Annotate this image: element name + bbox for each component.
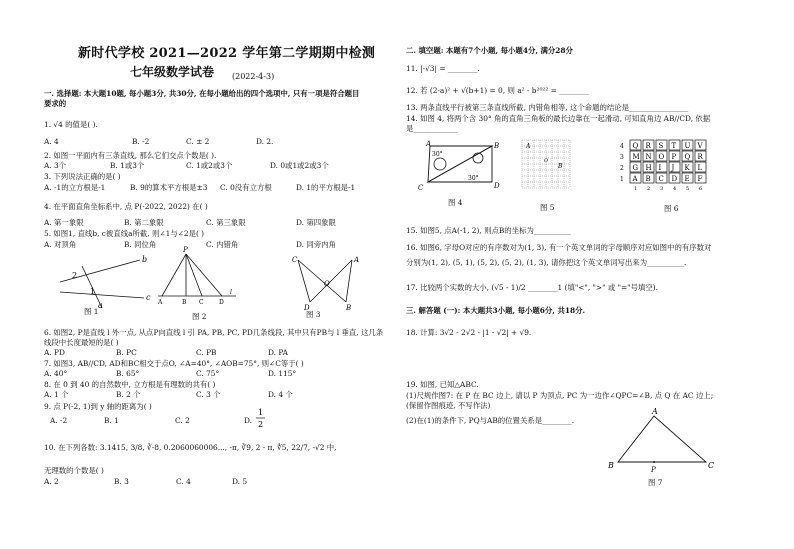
q10-stem: 10. 在下列各数: 3.1415, 3/8, ∛-8, 0.2060060006..., -π, ∛9, 2 - π, ∜5, 22/7, -√2 中, bbox=[44, 443, 337, 452]
column-number: 5 bbox=[686, 186, 690, 192]
q14-line2: 是____________ bbox=[406, 124, 458, 133]
row-number: 4 bbox=[620, 143, 624, 150]
letter-cell-label: K bbox=[684, 164, 690, 172]
svg-text:1: 1 bbox=[90, 287, 96, 296]
letter-cell-label: R bbox=[645, 142, 651, 150]
q8-stem: 8. 在 0 到 40 的自然数中, 立方根是有理数的共有( ) bbox=[44, 380, 216, 389]
svg-text:C: C bbox=[418, 184, 424, 192]
svg-text:D: D bbox=[219, 299, 224, 306]
letter-cell-label: Q bbox=[632, 142, 639, 150]
svg-text:l: l bbox=[230, 289, 232, 296]
svg-text:2: 2 bbox=[258, 420, 264, 429]
q19-part1: (1)尺规作图7: 在 P 在 BC 边上, 请以 P 为顶点, PC 为一边作∠QPC=∠B, 点 Q 在 AC 边上; bbox=[406, 391, 714, 400]
q2-option-b: B. 1或3个 bbox=[110, 161, 145, 170]
figure-6-caption: 图 6 bbox=[664, 204, 679, 213]
q4-option-a: A. 第一象限 bbox=[44, 218, 84, 227]
section1-heading: 一. 选择题: 本大题10题, 每小题3分, 共30分, 在每小题给出的四个选项中, 只有一项是符合题目 bbox=[44, 89, 360, 98]
q9-option-b: B. 1 bbox=[104, 416, 119, 425]
q6-option-b: B. PC bbox=[116, 348, 137, 357]
exam-date: (2022-4-3) bbox=[232, 72, 275, 81]
svg-text:c: c bbox=[146, 293, 151, 302]
svg-text:A: A bbox=[526, 143, 531, 150]
exam-subtitle: 七年级数学试卷 bbox=[130, 65, 215, 79]
letter-cell-label: U bbox=[684, 142, 691, 150]
figure-3-lines bbox=[290, 256, 362, 312]
q8-option-a: A. 1 个 bbox=[44, 390, 69, 399]
letter-cell-label: F bbox=[697, 175, 703, 183]
q5-option-a: A. 对顶角 bbox=[44, 240, 77, 249]
letter-cell-label: L bbox=[697, 164, 703, 172]
q16: 16. 如图6, 字母O对应的有序数对为(1, 3), 有一个英文单词的字母顺序对应如图中的有序数对 bbox=[406, 243, 712, 252]
figure-4-caption: 图 4 bbox=[448, 198, 463, 207]
column-number: 1 bbox=[634, 186, 638, 192]
figure-6-letter-grid bbox=[620, 138, 720, 198]
svg-text:C: C bbox=[199, 299, 204, 306]
letter-cell-label: R bbox=[697, 153, 703, 161]
svg-text:O: O bbox=[324, 280, 330, 288]
svg-text:b: b bbox=[142, 255, 148, 264]
row-number: 1 bbox=[620, 176, 624, 183]
q4-option-d: D. 第四象限 bbox=[296, 218, 336, 227]
row-number: 2 bbox=[620, 165, 624, 172]
q3-option-b: B. 9的算术平方根是±3 bbox=[130, 183, 208, 192]
letter-cell-label: T bbox=[671, 142, 677, 150]
q4-option-c: C. 第三象限 bbox=[206, 218, 246, 227]
q9-option-a: A. -2 bbox=[50, 416, 68, 425]
figure-5-grid bbox=[518, 138, 578, 194]
q14: 14. 如图 4, 将两个含 30° 角的直角三角板的最长边靠在一起滑动, 可知直角边 AB//CD, 依据 bbox=[406, 114, 711, 123]
q12: 12. 若 (2-a)² + √(b+1) = 0, 则 a² - b²⁰²² = ________ bbox=[406, 86, 589, 95]
q4-option-b: B. 第二象限 bbox=[124, 218, 164, 227]
letter-cell-label: M bbox=[632, 153, 640, 161]
q7-option-c: C. 75° bbox=[196, 369, 220, 378]
exam-title: 新时代学校 2021—2022 学年第二学期期中检测 bbox=[78, 46, 376, 61]
q7-option-b: B. 65° bbox=[116, 369, 140, 378]
svg-text:D: D bbox=[304, 304, 310, 312]
svg-text:C: C bbox=[292, 256, 298, 264]
q10-option-d: D. 5 bbox=[232, 477, 248, 486]
q2-option-a: A. 3个 bbox=[44, 161, 67, 170]
column-number: 4 bbox=[673, 186, 677, 192]
q6-stem-2: 线段中长度最短的是( ) bbox=[44, 338, 119, 347]
letter-cell-label: H bbox=[645, 164, 652, 172]
letter-cell-label: A bbox=[632, 175, 638, 183]
q2-stem: 2. 如图一平面内有三条直线, 那么它们交点个数是( ). bbox=[44, 151, 217, 160]
q5-option-b: B. 同位角 bbox=[124, 240, 157, 249]
q5-option-c: C. 内错角 bbox=[206, 240, 239, 249]
letter-cell-label: D bbox=[671, 175, 678, 183]
q10-stem-2: 无理数的个数是( ) bbox=[44, 466, 104, 475]
svg-text:B: B bbox=[558, 163, 563, 170]
figure-2-caption: 图 2 bbox=[192, 312, 207, 321]
q1-option-d: D. 2. bbox=[256, 137, 274, 146]
q7-stem: 7. 如图3, AB//CD, AD和BC相交于点O, ∠A=40°, ∠AOB=75°, 则∠C等于( ) bbox=[44, 359, 304, 368]
letter-cell-label: C bbox=[658, 175, 664, 183]
q17: 17. 比较两个实数的大小, (√5 - 1)/2 ________1 (填"<", ">" 或 "="号填空). bbox=[406, 283, 658, 292]
letter-cell-label: Q bbox=[684, 153, 691, 161]
figure-1-lines bbox=[58, 254, 151, 312]
svg-text:B: B bbox=[608, 461, 614, 470]
section3-heading: 三. 解答题 (一): 本大题共3小题, 每小题6分, 共18分. bbox=[406, 306, 586, 315]
svg-text:2: 2 bbox=[72, 271, 78, 280]
column-number: 3 bbox=[660, 186, 664, 192]
q9-option-c: C. 2 bbox=[175, 416, 190, 425]
svg-text:30°: 30° bbox=[468, 175, 479, 182]
q9-fraction-half bbox=[256, 406, 266, 430]
svg-text:1: 1 bbox=[258, 408, 264, 417]
svg-text:A: A bbox=[354, 256, 360, 264]
q19-part1-note: (保留作图痕迹, 不写作法) bbox=[406, 401, 491, 410]
column-number: 6 bbox=[699, 186, 703, 192]
svg-text:B: B bbox=[182, 299, 187, 306]
q1-option-c: C. ± 2 bbox=[186, 137, 210, 146]
letter-cell-label: P bbox=[671, 153, 677, 161]
svg-text:P: P bbox=[651, 466, 656, 474]
figure-7-triangle bbox=[606, 407, 716, 474]
svg-text:D: D bbox=[494, 182, 500, 190]
q5-stem: 5. 如图1, 直线b, c被直线a所截, 则∠1与∠2是( ) bbox=[44, 229, 205, 238]
svg-text:a: a bbox=[98, 301, 103, 310]
q19: 19. 如图, 已知△ABC. bbox=[406, 380, 479, 389]
q9-stem: 9. 点 P(-2, 1)到 y 轴的距离为( ) bbox=[44, 402, 152, 411]
svg-text:B: B bbox=[346, 304, 352, 312]
q10-option-c: C. 4 bbox=[176, 477, 191, 486]
q7-option-d: D. 115° bbox=[268, 369, 297, 378]
q19-part2: (2)在(1)的条件下, PQ与AB的位置关系是________. bbox=[406, 416, 575, 425]
q8-option-b: B. 2 个 bbox=[116, 390, 141, 399]
figure-2-lines bbox=[158, 246, 238, 306]
q4-stem: 4. 在平面直角坐标系中, 点 P(-2022, 2022) 在( ) bbox=[44, 202, 208, 211]
section2-heading: 二. 填空题: 本题有7个小题, 每小题4分, 满分28分 bbox=[406, 46, 573, 55]
q6-stem: 6. 如图2, P是直线 l 外一点, 从点P向直线 l 引 PA, PB, PC, PD几条线段, 其中只有PB与 l 垂直, 这几条 bbox=[44, 328, 384, 337]
q2-option-d: D. 0或1或2或3个 bbox=[270, 161, 329, 170]
q9-option-d: D. bbox=[244, 416, 253, 425]
q15: 15. 如图5, 点A(-1, 2), 则点B的坐标为__________ bbox=[406, 226, 571, 235]
svg-text:C: C bbox=[708, 461, 715, 470]
q3-stem: 3. 下列说法正确的是( ) bbox=[44, 172, 121, 181]
letter-cell-label: J bbox=[671, 164, 675, 172]
q6-option-c: C. PB bbox=[196, 348, 217, 357]
q7-option-a: A. 40° bbox=[44, 369, 68, 378]
letter-cell-label: I bbox=[658, 164, 662, 172]
q18: 18. 计算: 3√2 - 2√2 - |1 - √2| + √9. bbox=[406, 328, 532, 337]
svg-text:O: O bbox=[544, 158, 549, 164]
letter-cell-label: N bbox=[645, 153, 652, 161]
svg-text:A: A bbox=[158, 299, 163, 306]
q1-stem: 1. √4 的值是( ). bbox=[44, 120, 98, 129]
svg-text:30°: 30° bbox=[432, 151, 443, 158]
letter-cell-label: E bbox=[684, 175, 690, 183]
svg-text:P: P bbox=[183, 246, 188, 254]
q1-option-b: B. -2 bbox=[132, 137, 150, 146]
figure-1-caption: 图 1 bbox=[84, 307, 99, 316]
letter-cell-label: O bbox=[658, 153, 665, 161]
letter-cell-label: V bbox=[697, 142, 703, 150]
q8-option-d: D. 4 个 bbox=[268, 390, 293, 399]
q3-option-a: A. -1的立方根是-1 bbox=[44, 183, 106, 192]
svg-text:B: B bbox=[494, 142, 500, 150]
svg-text:A: A bbox=[426, 140, 432, 148]
svg-text:A: A bbox=[652, 407, 658, 416]
q13: 13. 两条直线平行被第三条直线所截, 内错角相等, 这个命题的结论是________________ bbox=[406, 103, 689, 112]
q5-option-d: D. 同旁内角 bbox=[296, 240, 336, 249]
section1-heading-2: 要求的 bbox=[44, 99, 67, 108]
q1-option-a: A. 4 bbox=[44, 137, 59, 146]
q10-option-a: A. 2 bbox=[44, 477, 59, 486]
column-number: 2 bbox=[647, 186, 651, 192]
q3-option-c: C. 0没有立方根 bbox=[220, 183, 272, 192]
letter-cell-label: G bbox=[632, 164, 639, 172]
letter-cell-label: S bbox=[658, 142, 664, 150]
q3-option-d: D. 1的平方根是-1 bbox=[296, 183, 356, 192]
row-number: 3 bbox=[620, 154, 624, 161]
letter-cell-label: B bbox=[645, 175, 651, 183]
q16-line2: 分别为(1, 2), (5, 1), (5, 2), (5, 2), (1, 3), 请你把这个英文单词写出来为__________. bbox=[406, 258, 687, 267]
figure-7-caption: 图 7 bbox=[648, 478, 663, 487]
q6-option-d: D. PA bbox=[268, 348, 288, 357]
q6-option-a: A. PD bbox=[44, 348, 65, 357]
q8-option-c: C. 3 个 bbox=[196, 390, 221, 399]
q11: 11. |-√3| = ________. bbox=[406, 64, 480, 73]
figure-4-triangles bbox=[418, 142, 500, 190]
figure-5-caption: 图 5 bbox=[540, 203, 555, 212]
q10-option-b: B. 3 bbox=[114, 477, 129, 486]
figure-3-caption: 图 3 bbox=[306, 310, 321, 319]
q2-option-c: C. 1或2或3个 bbox=[186, 161, 233, 170]
